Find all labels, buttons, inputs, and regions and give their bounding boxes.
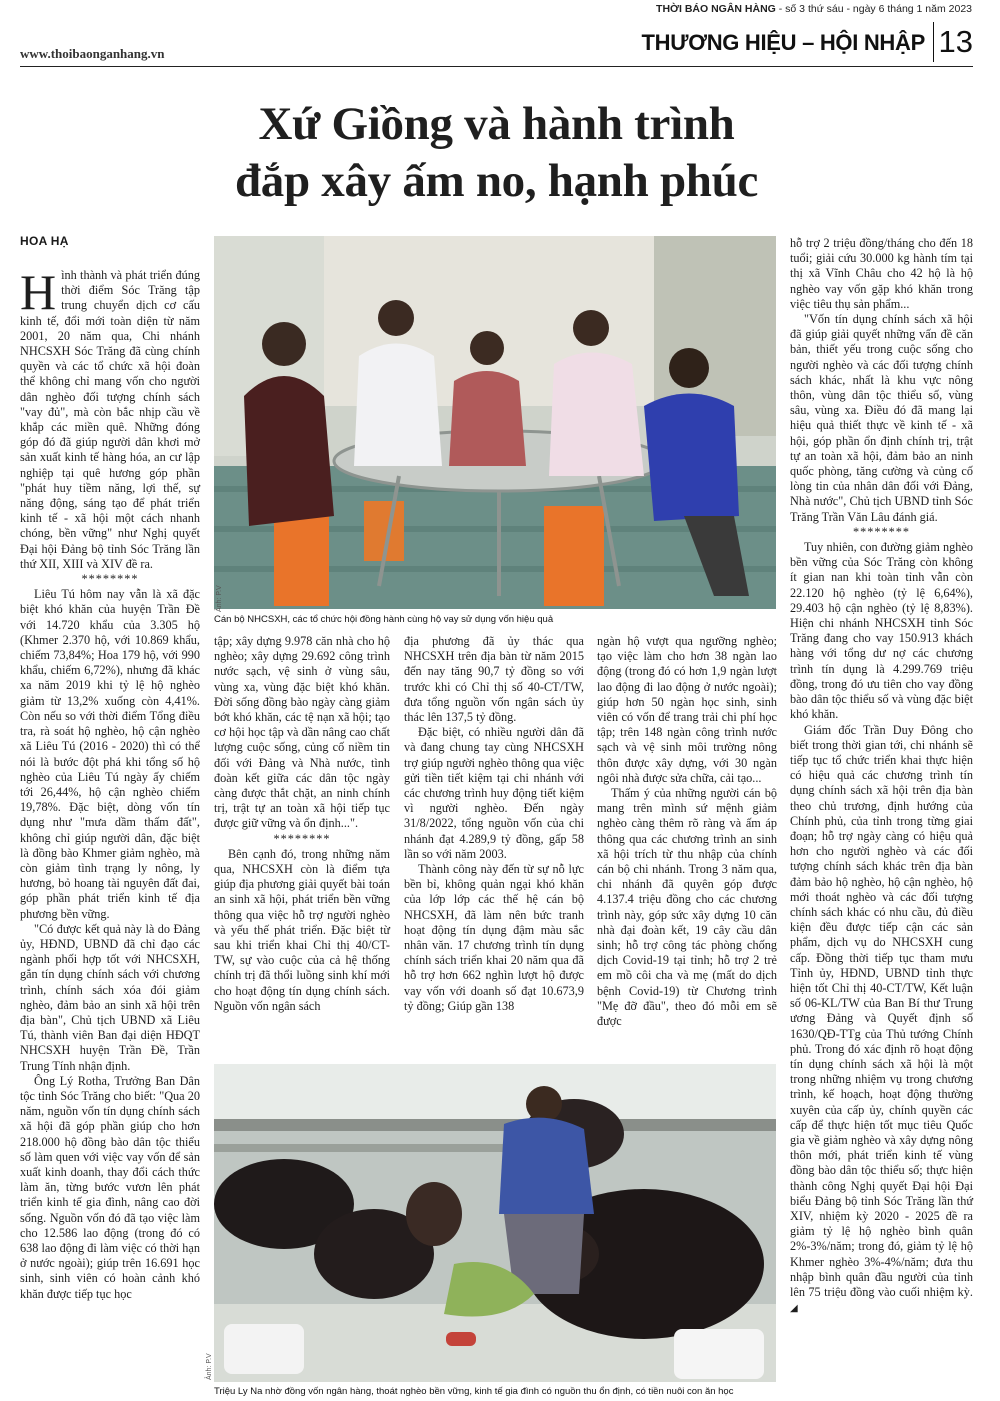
drop-cap: H (20, 264, 57, 320)
paragraph: địa phương đã ủy thác qua NHCSXH trên địa bàn từ năm 2015 đến nay tăng 90,7 tỷ đồng so với trước khi có Chỉ thị số 40-CT/TW, đưa tổng nguồn vốn ngân sách ủy thác lên 137,5 tỷ đồng. (404, 634, 584, 725)
separator: ******** (853, 524, 910, 539)
paragraph: "Có được kết quả này là do Đảng ủy, HĐND, UBND đã chỉ đạo các ngành phối hợp tốt với NHCSXH, gắn tín dụng chính sách với chương trình, chính sách xóa đói giảm nghèo, đảm bảo an sinh xã hội trên địa bàn", Chủ tịch UBND xã Liêu Tú, thành viên Ban đại diện HĐQT NHCSXH huyện Trần Đề, Trần Trung Tính nhận định. (20, 921, 200, 1073)
issue-info: - số 3 thứ sáu - ngày 6 tháng 1 năm 2023 (775, 3, 972, 15)
paragraph: hỗ trợ 2 triệu đồng/tháng cho đến 18 tuổi; giải cứu 30.000 kg hành tím tại thị xã Vĩnh Châu cho 42 hộ là hộ nghèo vay vốn gặp khó khăn trong việc tiêu thụ sản phẩm... (790, 236, 973, 311)
cattle-photo-illustration (214, 1064, 776, 1382)
masthead-topline (560, 3, 972, 15)
section-title: THƯƠNG HIỆU – HỘI NHẬP (641, 30, 925, 55)
newspaper-name: THỜI BÁO NGÂN HÀNG (656, 3, 776, 15)
paragraph-text: ình thành và phát triển đúng thời điểm Sóc Trăng tập trung chuyển dịch cơ cấu kinh tế, đổi mới toàn diện từ năm 2001, 20 năm qua, Chi nhánh NHCSXH Sóc Trăng đã cùng chính quyền và các tổ chức xã hội đoàn thể không chỉ mang vốn cho người dân nghèo đối tượng chính sách "vay đủ", mà còn bắc nhịp cầu về khắp các miền quê. Những đóng góp đó đã giúp người dân khơi mở sản xuất kinh tế hàng hóa, an cư lập nghiệp tại quê hương góp phần "phát huy tiềm năng, lợi thế, sự năng động, sáng tạo để phát triển kinh tế - xã hội một cách nhanh chóng, bền vững" như Nghị quyết Đại hội Đảng bộ tỉnh Sóc Trăng lần thứ XII, XIII và XIV đề ra. (20, 268, 200, 571)
paragraph: Ông Lý Rotha, Trưởng Ban Dân tộc tỉnh Sóc Trăng cho biết: "Qua 20 năm, nguồn vốn tín dụng chính sách xã hội đã góp phần giúp cho hơn 218.000 hộ đồng bào dân tộc thiểu số làm quen với việc vay vốn để sản xuất kinh doanh, thay đổi cách thức làm ăn, từng bước vươn lên phát triển kinh tế gia đình, nâng cao đời sống. Nguồn vốn đó đã tạo việc làm cho 12.586 lao động (trong đó có 638 lao động đi làm việc có thời hạn ở nước ngoài); giúp trên 16.691 học sinh, sinh viên có hoàn cảnh khó khăn được tiếp tục học (20, 1073, 200, 1301)
paragraph: Đặc biệt, có nhiều người dân đã và đang chung tay cùng NHCSXH trợ giúp người nghèo thông qua việc gửi tiền tiết kiệm tại chi nhánh với các chương trình huy động tiết kiệm vì người nghèo. Đến ngày 31/8/2022, tổng nguồn vốn của chi nhánh đạt 4.289,9 tỷ đồng, gấp 58 lần so với năm 2003. (404, 725, 584, 861)
paragraph: Bên cạnh đó, trong những năm qua, NHCSXH còn là điểm tựa giúp địa phương giải quyết bài toán an sinh xã hội, phát triển bền vững thông qua việc hỗ trợ người nghèo và yếu thế phát triển. Đặc biệt từ sau khi triển khai Chỉ thị 40/CT-TW, sự vào cuộc của cả hệ thống chính trị đã thổi luồng sinh khí mới cho hoạt động tín dụng chính sách. Nguồn vốn ngân sách (214, 846, 390, 1013)
column-2 (214, 634, 390, 1024)
photo-credit: Ảnh: P.V (206, 1353, 213, 1380)
photo-credit: Ảnh: P.V (216, 585, 223, 612)
column-3 (404, 634, 584, 1024)
headline (20, 96, 973, 210)
website-url: www.thoibaonganhang.vn (20, 46, 165, 61)
separator: ******** (81, 572, 139, 587)
headline-line-2: đắp xây ấm no, hạnh phúc (234, 155, 759, 207)
separator: ******** (273, 831, 331, 846)
paragraph: Thấm ý của những người cán bộ mang trên mình sứ mệnh giảm nghèo càng thêm rõ ràng và ấm áp thông qua các chương trình an sinh xã hội trích từ thu nhập của chính cán bộ chi nhánh. Trong 3 năm qua, chi nhánh đã quyên góp được 4.137.4 triệu đồng cho các chương trình này, góp sức xây dựng 10 căn nhà đại đoàn kết, 19 cây cầu dân sinh; hỗ trợ công tác phòng chống dịch Covid-19 tại tỉnh; hỗ trợ 2 trẻ em mồ côi cha và mẹ (mất do dịch bệnh Covid-19) từ Chương trình "Mẹ đỡ đầu", theo đó mỗi em sẽ được (597, 786, 777, 1029)
lead-paragraph (20, 264, 200, 572)
paragraph (790, 723, 973, 1317)
column-4 (597, 634, 777, 1029)
page-number: 13 (933, 22, 973, 62)
paragraph: Liêu Tú hôm nay vẫn là xã đặc biệt khó khăn của huyện Trần Đề với 14.720 khẩu của 3.305 hộ (Khmer 2.370 hộ, với 10.869 khẩu, chiếm 73,84%; Hoa 179 hộ, với 990 khẩu, chiếm 6,72%), nhưng đã khác xa năm 2019 khi tỷ lệ hộ nghèo giảm từ 13,2% xuống còn 4,41%. Còn nếu so với thời điểm Tổng điều tra, rà soát hộ nghèo, hộ cận nghèo xã Liêu Tú (2016 - 2020) thì có thể nói là bước đột phá khi tổng số hộ nghèo của Liêu Tú ngày ấy chiếm tới 26,44%, hộ cận nghèo chiếm 19,78%. Đặc biệt, dòng vốn tín dụng như "mưa dầm thấm đất", không chỉ giúp người dân, đặc biệt là đồng bào Khmer giảm nghèo, mà còn giảm tình trạng ly nông, ly hương, bỏ hoang tài nguyên đất đai, góp phần phát triển kinh tế địa phương bền vững. (20, 587, 200, 921)
paragraph: "Vốn tín dụng chính sách xã hội đã giúp giải quyết những vấn đề căn bản, thiết yếu trong cuộc sống cho người nghèo và các đối tượng chính sách khác, nhất là khu vực nông thôn, vùng dân tộc thiểu số, vùng sâu, vùng xa. Điều đó đã mang lại hiệu quả thiết thực về kinh tế - xã hội, góp phần ổn định chính trị, trật tự an toàn xã hội, đảm bảo an ninh quốc phòng, tăng cường và củng cố lòng tin của nhân dân đối với Đảng, Nhà nước", Chủ tịch UBND tỉnh Sóc Trăng Trần Văn Lâu đánh giá. (790, 312, 973, 524)
headline-line-1: Xứ Giồng và hành trình (258, 98, 735, 150)
photo-cattle (214, 1064, 776, 1382)
end-mark-icon: ◢ (790, 1303, 798, 1315)
paragraph: Tuy nhiên, con đường giảm nghèo bền vững của Sóc Trăng còn không ít gian nan khi toàn tỉnh vẫn còn 22.120 hộ nghèo (tỷ lệ 6,64%), 29.403 hộ cận nghèo (tỷ lệ 8,83%). Hiện chi nhánh NHCSXH tỉnh Sóc Trăng đang cho vay 150.913 khách hàng với tổng dư nợ các chương trình tín dụng là 4.299.769 triệu đồng, trong đó ưu tiên cho vay đồng bào dân tộc thiểu số và vùng đặc biệt khó khăn. (790, 540, 973, 722)
byline: HOA HẠ (20, 234, 69, 248)
paragraph-text: Giám đốc Trần Duy Đông cho biết trong thời gian tới, chi nhánh sẽ tiếp tục tổ chức triển khai thực hiện có hiệu quả các chương trình tín dụng chính sách xã hội trên địa bàn theo chủ trương, định hướng của Chính phủ, của tỉnh trong từng giai đoạn; hỗ trợ ngày càng có hiệu quả hơn cho người nghèo và các đối tượng chính sách khác trên địa bàn đảm bảo hộ nghèo, hộ cận nghèo, hộ mới thoát nghèo và các đối tượng chính sách khác có nhu cầu, đủ điều kiện đều được tiếp cận các sản phẩm, dịch vụ do NHCSXH cung cấp. Đồng thời tiếp tục tham mưu Tỉnh ủy, HĐND, UBND tỉnh thực hiện tốt Chỉ thị 40-CT/TW, Kết luận số 06-KL/TW của Ban Bí thư Trung ương Đảng và Quyết định số 1630/QĐ-TTg của Thủ tướng Chính phủ. Trong đó xác định rõ hoạt động tín dụng chính sách xã hội là một trong những nhiệm vụ trong chương trình, kế hoạch, hoạt động thường xuyên của cấp ủy, chính quyền các cấp để thực hiện tốt mục tiêu Quốc gia về giảm nghèo và xây dựng nông thôn mới, phát triển kinh tế vùng đồng bào dân tộc thiểu số; thực hiện thành công Nghị quyết Đại hội Đại biểu Đảng bộ tỉnh Sóc Trăng lần thứ XIV, nhiệm kỳ 2020 - 2025 đề ra giảm tỷ lệ hộ nghèo bình quân 2%-3%/năm; trong đó, giảm tỷ lệ hộ Khmer nghèo 3%-4%/năm; đưa thu nhập bình quân đầu người của tỉnh lên 75 triệu đồng vào cuối nhiệm kỳ. (790, 722, 973, 1300)
paragraph: ngàn hộ vượt qua ngưỡng nghèo; tạo việc làm cho hơn 38 ngàn lao động (trong đó có hơn 1,9 ngàn lượt lao động đi lao động ở nước ngoài); giúp hơn 50 ngàn học sinh, sinh viên có vốn để trang trải chi phí học tập; trên 148 ngàn công trình nước sạch và vệ sinh môi trường nông thôn được xây dựng, với 30 ngàn ngôi nhà được sửa chữa, cải tạo... (597, 634, 777, 785)
column-5 (790, 236, 973, 1396)
photo-caption: Cán bộ NHCSXH, các tổ chức hội đồng hành cùng hộ vay sử dụng vốn hiệu quả (214, 614, 554, 625)
photo-caption: Triệu Ly Na nhờ đồng vốn ngân hàng, thoát nghèo bền vững, kinh tế gia đình có nguồn thu ổn định, có tiền nuôi con ăn học (214, 1386, 734, 1397)
paragraph: tập; xây dựng 9.978 căn nhà cho hộ nghèo; xây dựng 29.692 công trình nước sạch, vệ sinh ở vùng sâu, vùng xa, vùng đặc biệt khó khăn. Đời sống đồng bào ngày càng giảm bớt khó khăn, các tệ nạn xã hội; tạo cơ hội học tập và dần nâng cao chất lượng cuộc sống, củng cố niềm tin đối với Đảng và Nhà nước, tình đoàn kết giữa các dân tộc ngày càng được thắt chặt, an ninh chính trị, trật tự an toàn xã hội tiếp tục được giữ vững và ổn định...". (214, 634, 390, 831)
paragraph: Thành công này đến từ sự nỗ lực bền bỉ, không quản ngại khó khăn của lớp lớp các thế hệ cán bộ NHCSXH, đã làm nên bức tranh hoạt động tín dụng đậm màu sắc nhân văn. 17 chương trình tín dụng chính sách triển khai 20 năm qua đã hỗ trợ hơn 662 nghìn lượt hộ được vay vốn với doanh số đạt 10.673,9 tỷ đồng; Giúp gần 138 (404, 862, 584, 1013)
photo-meeting (214, 236, 776, 609)
meeting-photo-illustration (214, 236, 776, 609)
header-rule (20, 66, 973, 67)
column-1 (20, 264, 200, 1388)
